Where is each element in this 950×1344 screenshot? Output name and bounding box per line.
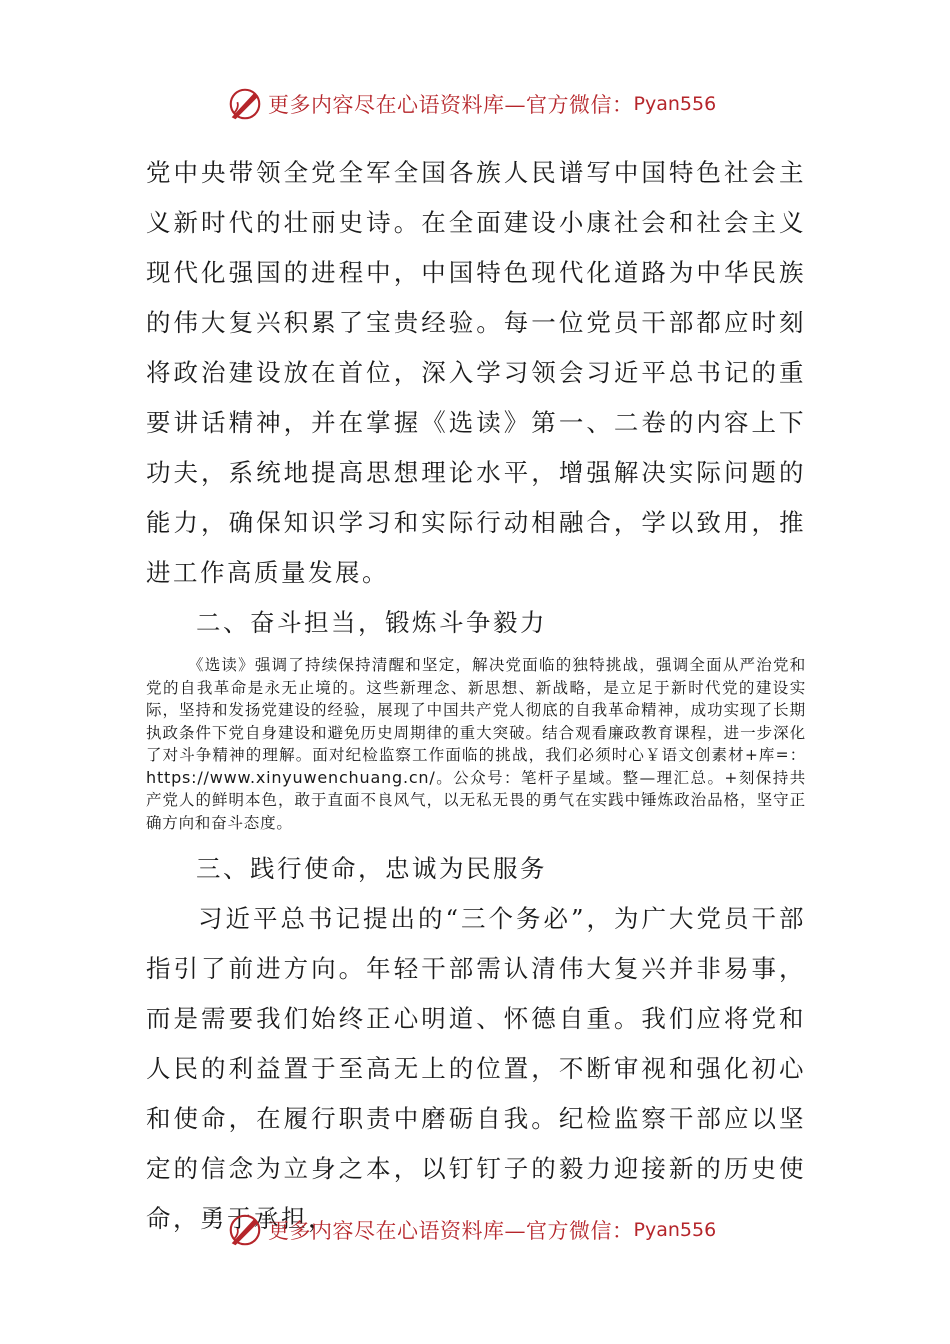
source-url: https://www.xinyuwenchuang.cn/: [146, 767, 436, 787]
header-banner: [226, 84, 716, 124]
paragraph-intro: 党中央带领全党全军全国各族人民谱写中国特色社会主义新时代的壮丽史诗。在全面建设小康社会和社会主义现代化强国的进程中，中国特色现代化道路为中华民族的伟大复兴积累了宝贵经验。每一位党员干部都应时刻将政治建设放在首位，深入学习领会习近平总书记的重要讲话精神，并在掌握《选读》第一、二卷的内容上下功夫，系统地提高思想理论水平，增强解决实际问题的能力，确保知识学习和实际行动相融合，学以致用，推进工作高质量发展。: [146, 158, 806, 587]
document-body: [146, 148, 806, 1244]
pen-logo-icon: [226, 85, 264, 123]
banner-wechat-id: Pyan556: [633, 93, 717, 115]
paragraph-section-2: [146, 654, 806, 834]
banner-wechat-id: Pyan556: [633, 1219, 717, 1241]
banner-text: 更多内容尽在心语资料库—官方微信：: [268, 93, 634, 117]
pen-logo-icon: [226, 1211, 264, 1249]
footer-banner: [226, 1210, 716, 1250]
section-heading-2: 二、奋斗担当，锻炼斗争毅力: [196, 608, 547, 637]
paragraph-section-2-text-b: 。公众号：笔杆子星域。整—理汇总。+刻保持共产党人的鲜明本色，敢于直面不良风气，以无私无畏的勇气在实践中锤炼政治品格，坚守正确方向和奋斗态度。: [146, 768, 806, 832]
paragraph-section-3: 习近平总书记提出的“三个务必”，为广大党员干部指引了前进方向。年轻干部需认清伟大复兴并非易事，而是需要我们始终正心明道、怀德自重。我们应将党和人民的利益置于至高无上的位置，不断审视和强化初心和使命，在履行职责中磨砺自我。纪检监察干部应以坚定的信念为立身之本，以钉钉子的毅力迎接新的历史使命，勇于承担，: [146, 904, 806, 1233]
banner-text: 更多内容尽在心语资料库—官方微信：: [268, 1219, 634, 1243]
section-heading-3: 三、践行使命，忠诚为民服务: [196, 854, 547, 883]
paragraph-section-2-text-a: 《选读》强调了持续保持清醒和坚定，解决党面临的独特挑战，强调全面从严治党和党的自我革命是永无止境的。这些新理念、新思想、新战略，是立足于新时代党的建设实际，坚持和发扬党建设的经验，展现了中国共产党人彻底的自我革命精神，成功实现了长期执政条件下党自身建设和避免历史周期律的重大突破。结合观看廉政教育课程，进一步深化了对斗争精神的理解。面对纪检监察工作面临的挑战，我们必须时心￥语文创素材+库=：: [146, 656, 806, 764]
